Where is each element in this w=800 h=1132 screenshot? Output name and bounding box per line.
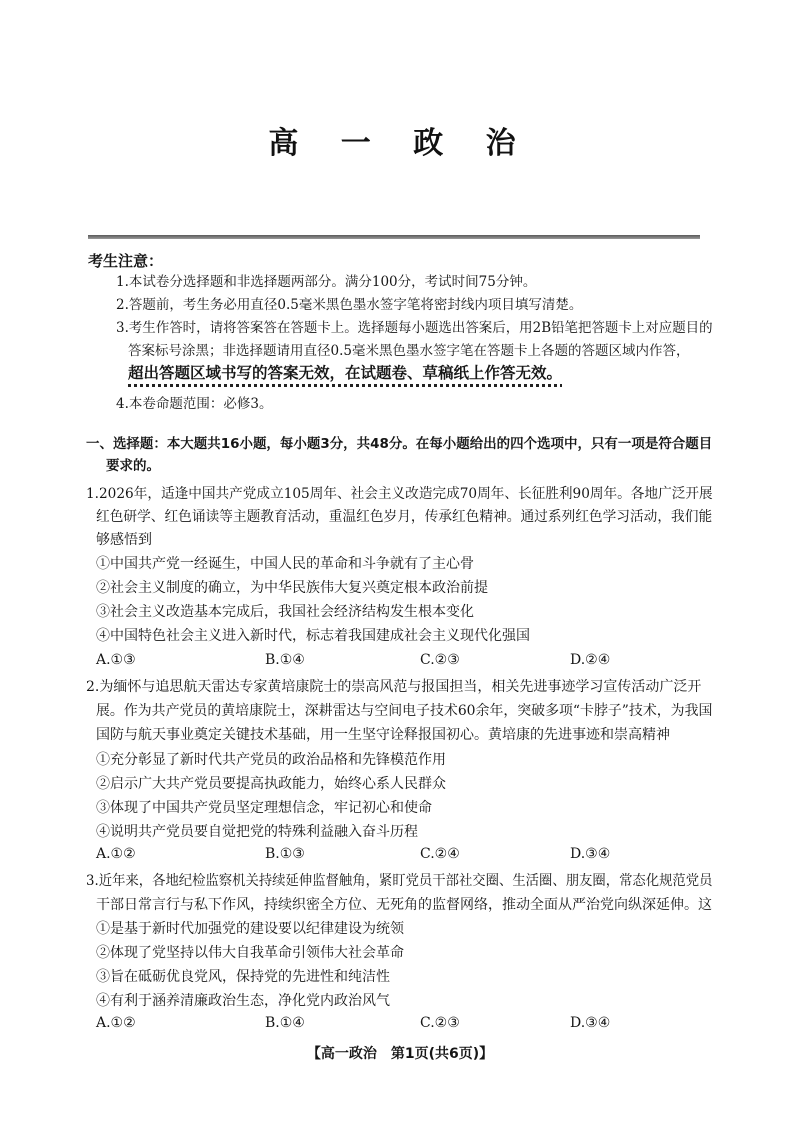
q1-statement-2: ②社会主义制度的确立，为中华民族伟大复兴奠定根本政治前提 xyxy=(96,580,488,596)
notice-item-4: 4.本卷命题范围：必修3。 xyxy=(116,396,273,412)
q2-statement-3: ③体现了中国共产党员坚定理想信念，牢记初心和使命 xyxy=(96,800,432,816)
notice-item-1: 1.本试卷分选择题和非选择题两部分。满分100分，考试时间75分钟。 xyxy=(116,274,537,290)
notice-heading: 考生注意： xyxy=(88,252,164,270)
q1-statement-3: ③社会主义改造基本完成后，我国社会经济结构发生根本变化 xyxy=(96,604,474,620)
q1-stem-line-1: 1.2026年，适逢中国共产党成立105周年、社会主义改造完成70周年、长征胜利90周年。各地广泛开展 xyxy=(86,486,713,502)
page-footer: 【高一政治 第1页(共6页)】 xyxy=(306,1046,494,1062)
q3-option-b: B.①④ xyxy=(265,1015,305,1031)
q2-option-b: B.①③ xyxy=(265,846,305,862)
q3-option-d: D.③④ xyxy=(570,1015,611,1031)
notice-item-3-emphasis: 超出答题区域书写的答案无效，在试题卷、草稿纸上作答无效。 xyxy=(128,364,563,382)
q3-option-c: C.②③ xyxy=(420,1015,460,1031)
q2-statement-4: ④说明共产党员要自觉把党的特殊利益融入奋斗历程 xyxy=(96,824,418,840)
section-heading-line-1: 一、选择题：本大题共16小题，每小题3分，共48分。在每小题给出的四个选项中，只有一项是符合题目 xyxy=(86,436,713,452)
q3-statement-1: ①是基于新时代加强党的建设要以纪律建设为统领 xyxy=(96,921,404,937)
q3-statement-2: ②体现了党坚持以伟大自我革命引领伟大社会革命 xyxy=(96,945,404,961)
header-divider xyxy=(88,235,700,239)
q2-statement-2: ②启示广大共产党员要提高执政能力，始终心系人民群众 xyxy=(96,776,446,792)
q2-stem-line-3: 国防与航天事业奠定关键技术基础，用一生坚守诠释报国初心。黄培康的先进事迹和崇高精神 xyxy=(96,727,670,743)
q3-statement-3: ③旨在砥砺优良党风，保持党的先进性和纯洁性 xyxy=(96,969,390,985)
q3-statement-4: ④有利于涵养清廉政治生态，净化党内政治风气 xyxy=(96,993,390,1009)
q2-stem-line-1: 2.为缅怀与追思航天雷达专家黄培康院士的崇高风范与报国担当，相关先进事迹学习宣传活动广泛开 xyxy=(86,679,702,695)
q1-option-b: B.①④ xyxy=(265,652,305,668)
q2-option-c: C.②④ xyxy=(420,846,460,862)
q1-option-a: A.①③ xyxy=(96,652,136,668)
q1-stem-line-2: 红色研学、红色诵读等主题教育活动，重温红色岁月，传承红色精神。通过系列红色学习活动，我们能 xyxy=(96,509,713,525)
q1-statement-1: ①中国共产党一经诞生，中国人民的革命和斗争就有了主心骨 xyxy=(96,556,474,572)
notice-item-3-line-2: 答案标号涂黑；非选择题请用直径0.5毫米黑色墨水签字笔在答题卡上各题的答题区域内作答， xyxy=(128,343,690,359)
q1-option-d: D.②④ xyxy=(570,652,611,668)
section-heading-line-2: 要求的。 xyxy=(106,458,160,474)
q2-stem-line-2: 展。作为共产党员的黄培康院士，深耕雷达与空间电子技术60余年，突破多项“卡脖子”技术，为我国 xyxy=(96,703,713,719)
q3-stem-line-2: 干部日常言行与私下作风，持续织密全方位、无死角的监督网络，推动全面从严治党向纵深延伸。这 xyxy=(96,897,712,913)
notice-item-3-line-1: 3.考生作答时，请将答案答在答题卡上。选择题每小题选出答案后，用2B铅笔把答题卡上对应题目的 xyxy=(116,320,713,336)
notice-item-2: 2.答题前，考生务必用直径0.5毫米黑色墨水签字笔将密封线内项目填写清楚。 xyxy=(116,297,583,313)
q1-stem-line-3: 够感悟到 xyxy=(96,532,152,548)
q2-option-a: A.①② xyxy=(96,846,136,862)
q1-option-c: C.②③ xyxy=(420,652,460,668)
q3-option-a: A.①② xyxy=(96,1015,136,1031)
page-title: 高 一 政 治 xyxy=(268,126,532,161)
q2-statement-1: ①充分彰显了新时代共产党员的政治品格和先锋模范作用 xyxy=(96,752,446,768)
q1-statement-4: ④中国特色社会主义进入新时代，标志着我国建成社会主义现代化强国 xyxy=(96,628,530,644)
q3-stem-line-1: 3.近年来，各地纪检监察机关持续延伸监督触角，紧盯党员干部社交圈、生活圈、朋友圈，常态化规范党员 xyxy=(86,873,713,889)
q2-option-d: D.③④ xyxy=(570,846,611,862)
